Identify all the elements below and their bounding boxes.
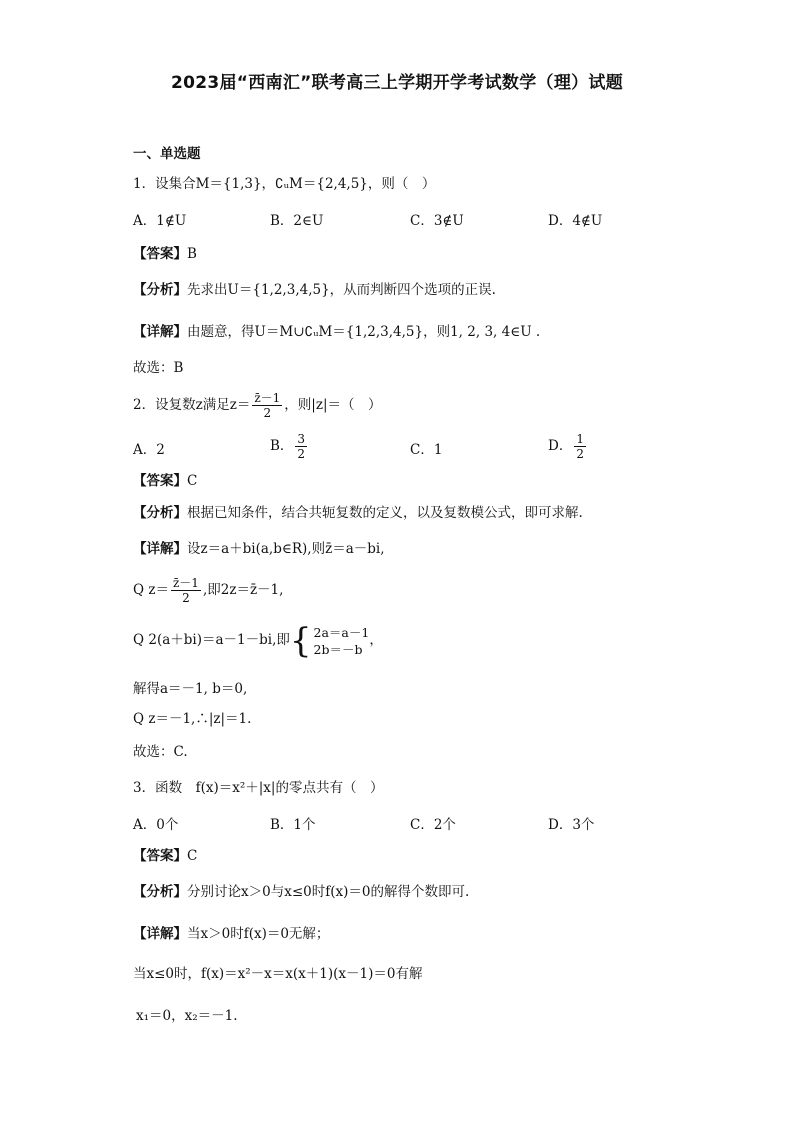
fraction-numerator: z̄－1 bbox=[254, 391, 281, 405]
equation-2: 2b＝－b bbox=[313, 641, 363, 657]
detail-tag: 【详解】 bbox=[133, 926, 187, 942]
q3-option-d: D．3个 bbox=[548, 817, 595, 833]
q2-option-a: A．2 bbox=[133, 442, 165, 458]
q1-option-b: B．2∈U bbox=[270, 213, 324, 229]
answer-tag: 【答案】 bbox=[133, 246, 187, 262]
q3-detail-2: 当x≤0时，f(x)＝x²－x＝x(x＋1)(x－1)＝0有解 bbox=[133, 966, 423, 982]
q1-conclusion: 故选：B bbox=[133, 360, 184, 376]
option-label: B． bbox=[270, 438, 294, 454]
q2-conclusion: 故选：C. bbox=[133, 744, 188, 760]
q2-stem-suffix: ，则|z|＝（ ） bbox=[284, 397, 382, 413]
answer-tag: 【答案】 bbox=[133, 473, 187, 489]
q3-analysis bbox=[133, 881, 469, 903]
q3-detail-3: x₁＝0，x₂＝－1. bbox=[136, 1008, 238, 1024]
q2-detail-4: 解得a＝－1, b＝0, bbox=[133, 681, 248, 697]
detail-text: 当x＞0时f(x)＝0无解； bbox=[187, 926, 330, 942]
q2-detail-3 bbox=[133, 620, 383, 660]
fraction-denominator: 2 bbox=[297, 447, 306, 461]
q1-stem: 1．设集合M＝{1,3}，∁ᵤM＝{2,4,5}，则（ ） bbox=[133, 176, 436, 192]
answer-value: C bbox=[187, 848, 198, 864]
q2-detail-1 bbox=[133, 538, 385, 560]
analysis-tag: 【分析】 bbox=[133, 884, 187, 900]
q1-option-c: C．3∉U bbox=[410, 213, 464, 229]
q3-option-c: C．2个 bbox=[410, 817, 456, 833]
fraction-denominator: 2 bbox=[576, 447, 584, 461]
q3-answer bbox=[133, 845, 197, 867]
page-title: 2023届“西南汇”联考高三上学期开学考试数学（理）试题 bbox=[170, 73, 624, 93]
option-fraction bbox=[574, 432, 586, 461]
answer-tag: 【答案】 bbox=[133, 848, 187, 864]
q1-detail bbox=[133, 321, 540, 343]
detail-suffix: ,即2z＝z̄－1, bbox=[202, 582, 284, 598]
equation-stack bbox=[314, 624, 370, 658]
detail-suffix: ， bbox=[369, 632, 383, 648]
detail-prefix: Q z＝ bbox=[133, 582, 169, 598]
fraction-denominator: 2 bbox=[182, 591, 190, 605]
q3-option-a: A．0个 bbox=[133, 817, 179, 833]
q2-analysis bbox=[133, 502, 583, 524]
q3-option-b: B．1个 bbox=[270, 817, 316, 833]
q2-detail-5: Q z＝－1,∴|z|＝1. bbox=[133, 711, 252, 727]
equation-1: 2a＝a－1 bbox=[313, 624, 370, 640]
fraction-numerator: z̄－1 bbox=[172, 576, 199, 590]
q1-analysis bbox=[133, 279, 496, 301]
q1-answer bbox=[133, 243, 197, 265]
left-brace: { bbox=[289, 620, 312, 661]
answer-value: B bbox=[187, 246, 197, 262]
q2-stem bbox=[133, 388, 382, 422]
detail-text: 由题意，得U＝M∪∁ᵤM＝{1,2,3,4,5}，则1, 2, 3, 4∈U . bbox=[187, 324, 541, 340]
detail-text: 设z＝a＋bi(a,b∈R),则z̄＝a－bi, bbox=[187, 541, 385, 557]
fraction-denominator: 2 bbox=[263, 406, 272, 420]
fraction-numerator: 1 bbox=[576, 432, 584, 446]
option-label: D． bbox=[548, 438, 573, 454]
q3-detail-1 bbox=[133, 923, 329, 945]
q1-option-a: A．1∉U bbox=[133, 213, 187, 229]
analysis-tag: 【分析】 bbox=[133, 282, 187, 298]
q3-stem: 3．函数 f(x)＝x²＋|x|的零点共有（ ） bbox=[133, 780, 384, 796]
detail-tag: 【详解】 bbox=[133, 541, 187, 557]
equation-system bbox=[289, 620, 370, 661]
option-fraction bbox=[295, 432, 307, 461]
analysis-text: 根据已知条件，结合共轭复数的定义，以及复数模公式，即可求解. bbox=[187, 505, 583, 521]
fraction-numerator: 3 bbox=[297, 432, 306, 446]
section-heading: 一、单选题 bbox=[133, 146, 201, 162]
q2-answer bbox=[133, 470, 197, 492]
answer-value: C bbox=[187, 473, 198, 489]
q2-detail-2 bbox=[133, 572, 283, 608]
q2-stem-prefix: 2．设复数z满足z＝ bbox=[133, 397, 251, 413]
analysis-text: 分别讨论x＞0与x≤0时f(x)＝0的解得个数即可. bbox=[187, 884, 470, 900]
q2-option-c: C．1 bbox=[410, 442, 443, 458]
detail-fraction bbox=[171, 576, 201, 605]
detail-prefix: Q 2(a＋bi)＝a－1－bi,即 bbox=[133, 632, 290, 648]
q2-stem-fraction bbox=[252, 391, 282, 420]
q2-option-d bbox=[548, 428, 588, 464]
q2-option-b bbox=[270, 428, 309, 464]
analysis-tag: 【分析】 bbox=[133, 505, 187, 521]
analysis-text: 先求出U＝{1,2,3,4,5}，从而判断四个选项的正误. bbox=[187, 282, 496, 298]
q1-option-d: D．4∉U bbox=[548, 213, 603, 229]
detail-tag: 【详解】 bbox=[133, 324, 187, 340]
